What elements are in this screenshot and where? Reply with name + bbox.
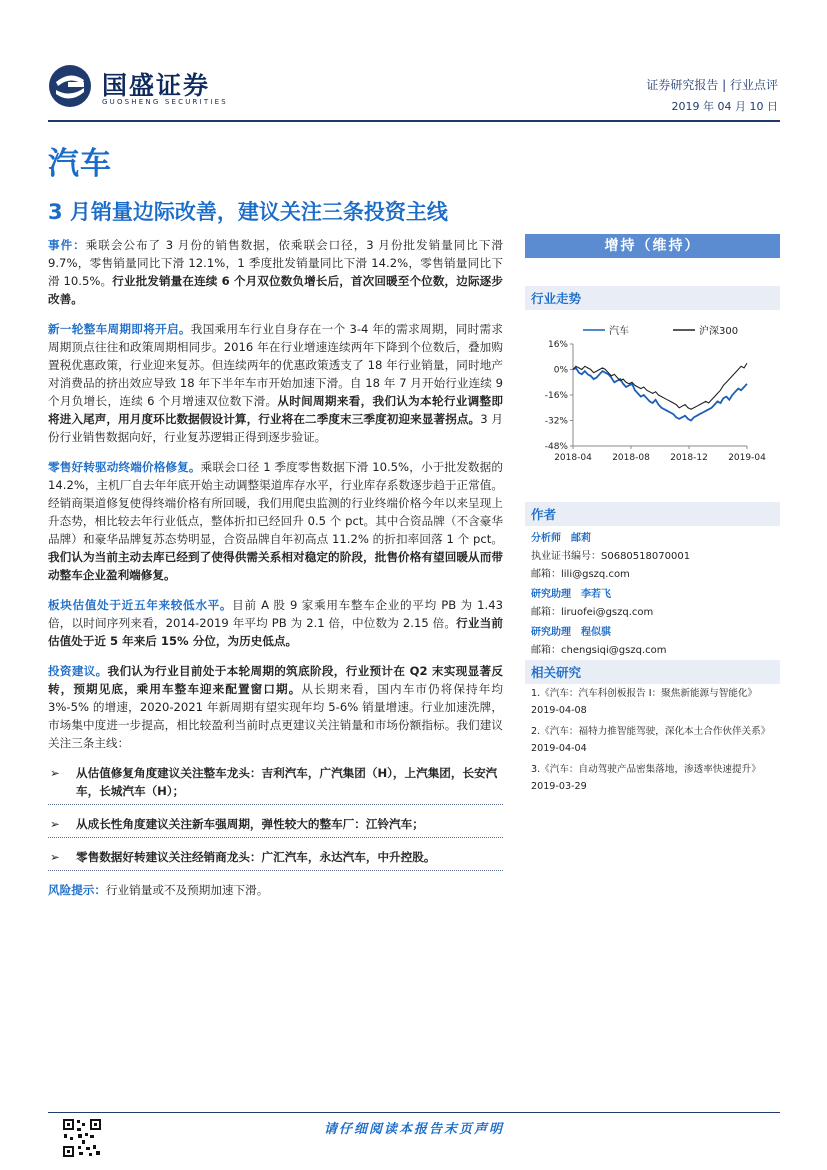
x-tick-label: 2018-08	[612, 453, 650, 463]
y-tick-label: -32%	[544, 416, 568, 427]
author-cert: 执业证书编号：S0680518070001	[531, 551, 691, 562]
report-title: 3 月销量边际改善，建议关注三条投资主线	[48, 200, 448, 224]
event-paragraph	[48, 236, 503, 308]
related-report-link[interactable]: 1.《汽车：汽车科创板报告 I：聚焦新能源与智能化》	[531, 688, 758, 699]
series-line	[573, 368, 747, 421]
y-tick-label: 16%	[547, 340, 568, 350]
valuation-paragraph	[48, 596, 503, 650]
list-item	[48, 848, 503, 871]
related-report-date: 2019-04-04	[531, 743, 587, 754]
y-tick-label: -48%	[544, 442, 568, 452]
valuation-lead: 板块估值处于近五年来较低水平。	[48, 598, 233, 612]
footer-divider	[48, 1112, 780, 1113]
author-email: 邮箱：lili@gszq.com	[531, 569, 630, 580]
y-tick-label: -16%	[544, 391, 568, 401]
x-tick-label: 2018-04	[554, 453, 592, 463]
author-entry	[531, 624, 780, 660]
sector-title: 汽车	[48, 146, 112, 182]
event-lead: 事件：	[48, 238, 86, 252]
author-email: 邮箱：liruofei@gszq.com	[531, 607, 654, 618]
retail-paragraph	[48, 458, 503, 584]
industry-trend-chart	[525, 318, 780, 468]
arrow-bullet-icon: ➢	[50, 850, 60, 864]
rating-badge: 增持（维持）	[525, 234, 780, 258]
cycle-lead: 新一轮整车周期即将开启。	[48, 322, 191, 336]
legend-label: 汽车	[609, 326, 629, 337]
author-role: 研究助理	[531, 627, 571, 638]
cycle-text: 我国乘用车行业自身存在一个 3-4 年的需求周期，同时需求周期顶点往往和政策周期相同步。2016 年在行业增速连续两年下降到个位数后，叠加购置税优惠政策，行业迎来复苏。但连续两年的优惠政策透支了 18 年行业销量，同时地产对消费品的挤出效应导致 18 年下半年车市开始加速下滑。自 18 年 7 月开始行业连续 9 个月负增长，连续 6 个月增速双位数下滑。	[48, 322, 503, 408]
related-heading: 相关研究	[525, 660, 780, 684]
y-tick-label: 0%	[553, 365, 568, 376]
author-name: 李若飞	[581, 589, 611, 600]
footer-disclaimer: 请仔细阅读本报告末页声明	[323, 1122, 504, 1137]
cycle-paragraph	[48, 320, 503, 446]
author-entry	[531, 530, 780, 584]
author-name: 程似骐	[581, 627, 611, 638]
valuation-text: 目前 A 股 9 家乘用车整车企业的平均 PB 为 1.43 倍，以时间序列来看，2014-2019 年平均 PB 为 2.1 倍，中位数为 2.15 倍。	[48, 598, 503, 630]
event-bold: 行业批发销量在连续 6 个月双位数负增长后，首次回暖至个位数，边际逐步改善。	[48, 274, 503, 306]
report-date: 2019 年 04 月 10 日	[671, 100, 778, 113]
author-list	[531, 530, 780, 662]
advice-bold: 我们认为行业目前处于本轮周期的筑底阶段，行业预计在 Q2 末实现显著反转，预期见底，乘用车整车迎来配置窗口期。	[48, 664, 503, 696]
retail-lead: 零售好转驱动终端价格修复。	[48, 460, 201, 474]
list-item	[48, 815, 503, 838]
valuation-bold: 行业当前估值处于近 5 年来后 15% 分位，为历史低点。	[48, 616, 503, 648]
author-heading: 作者	[525, 502, 780, 526]
author-email: 邮箱：chengsiqi@gszq.com	[531, 645, 667, 656]
related-report-link[interactable]: 2.《汽车：福特力推智能驾驶，深化本土合作伙伴关系》	[531, 726, 771, 737]
bullet-text: 零售数据好转建议关注经销商龙头：广汇汽车，永达汽车，中升控股。	[76, 850, 436, 864]
retail-text: 乘联会口径 1 季度零售数据下滑 10.5%，小于批发数据的 14.2%，主机厂自去年年底开始主动调整渠道库存水平，行业库存系数逐步趋于正常值。经销商渠道修复使得终端价格有所回暖，我们用爬虫监测的行业终端价格今年以来呈现上升态势，相比较去年行业低点，整体折扣已经回升 0.5 个 pct。其中合资品牌（不含豪华品牌）和豪华品牌复苏态势明显，合资品牌自年初高点 11.2% 的折扣率回落 1 个 pct。	[48, 460, 503, 546]
arrow-bullet-icon: ➢	[50, 817, 60, 831]
cycle-tail: 3 月份行业销售数据向好，行业复苏逻辑正得到逐步验证。	[48, 412, 503, 444]
brand-name: 国盛证券	[102, 71, 211, 100]
bullet-text: 从估值修复角度建议关注整车龙头：吉利汽车，广汽集团（H），上汽集团，长安汽车，长城汽车（H）；	[76, 766, 498, 798]
risk-note	[48, 881, 503, 899]
related-report-date: 2019-03-29	[531, 781, 587, 792]
cycle-bold: 从时间周期来看，我们认为本轮行业调整即将进入尾声，用月度环比数据假设计算，行业将在二季度末三季度初迎来显著拐点。	[48, 394, 503, 426]
author-name: 邮莉	[571, 533, 591, 544]
header-divider	[48, 120, 780, 122]
retail-bold: 我们认为当前主动去库已经到了使得供需关系相对稳定的阶段，批售价格有望回暖从而带动整车企业盈利端修复。	[48, 550, 503, 582]
guosheng-logo-icon	[48, 64, 92, 108]
investment-lines	[48, 764, 503, 871]
body-column	[48, 236, 503, 899]
brand-name-en: GUOSHENG SECURITIES	[102, 98, 228, 106]
legend-label: 沪深300	[699, 326, 739, 337]
author-entry	[531, 586, 780, 622]
trend-heading: 行业走势	[525, 286, 780, 310]
related-research-list	[531, 686, 780, 800]
bullet-text: 从成长性角度建议关注新车强周期，弹性较大的整车厂：江铃汽车；	[76, 817, 424, 831]
report-type: 证券研究报告 | 行业点评	[646, 78, 778, 92]
x-tick-label: 2018-12	[670, 453, 708, 463]
related-report-date: 2019-04-08	[531, 705, 587, 716]
author-role: 分析师	[531, 533, 561, 544]
list-item	[48, 764, 503, 805]
advice-paragraph	[48, 662, 503, 752]
author-role: 研究助理	[531, 589, 571, 600]
advice-lead: 投资建议。	[48, 664, 108, 678]
related-report-link[interactable]: 3.《汽车：自动驾驶产品密集落地，渗透率快速提升》	[531, 764, 761, 775]
arrow-bullet-icon: ➢	[50, 766, 60, 780]
event-text: 乘联会公布了 3 月份的销售数据，依乘联会口径，3 月份批发销量同比下滑 9.7%，零售销量同比下滑 12.1%，1 季度批发销量同比下滑 14.2%，零售销量同比下滑 10.5%。	[48, 238, 503, 288]
x-tick-label: 2019-04	[728, 453, 766, 463]
risk-lead: 风险提示：	[48, 883, 106, 897]
risk-text: 行业销量或不及预期加速下滑。	[105, 883, 269, 897]
advice-text: 从长期来看，国内车市仍将保持年均 3%-5% 的增速，2020-2021 年新周期有望实现年均 5-6% 销量增速。行业加速洗牌，市场集中度进一步提高，相比较盈利当前时点更建议关注销量和市场份额指标。我们建议关注三条主线：	[48, 682, 503, 750]
